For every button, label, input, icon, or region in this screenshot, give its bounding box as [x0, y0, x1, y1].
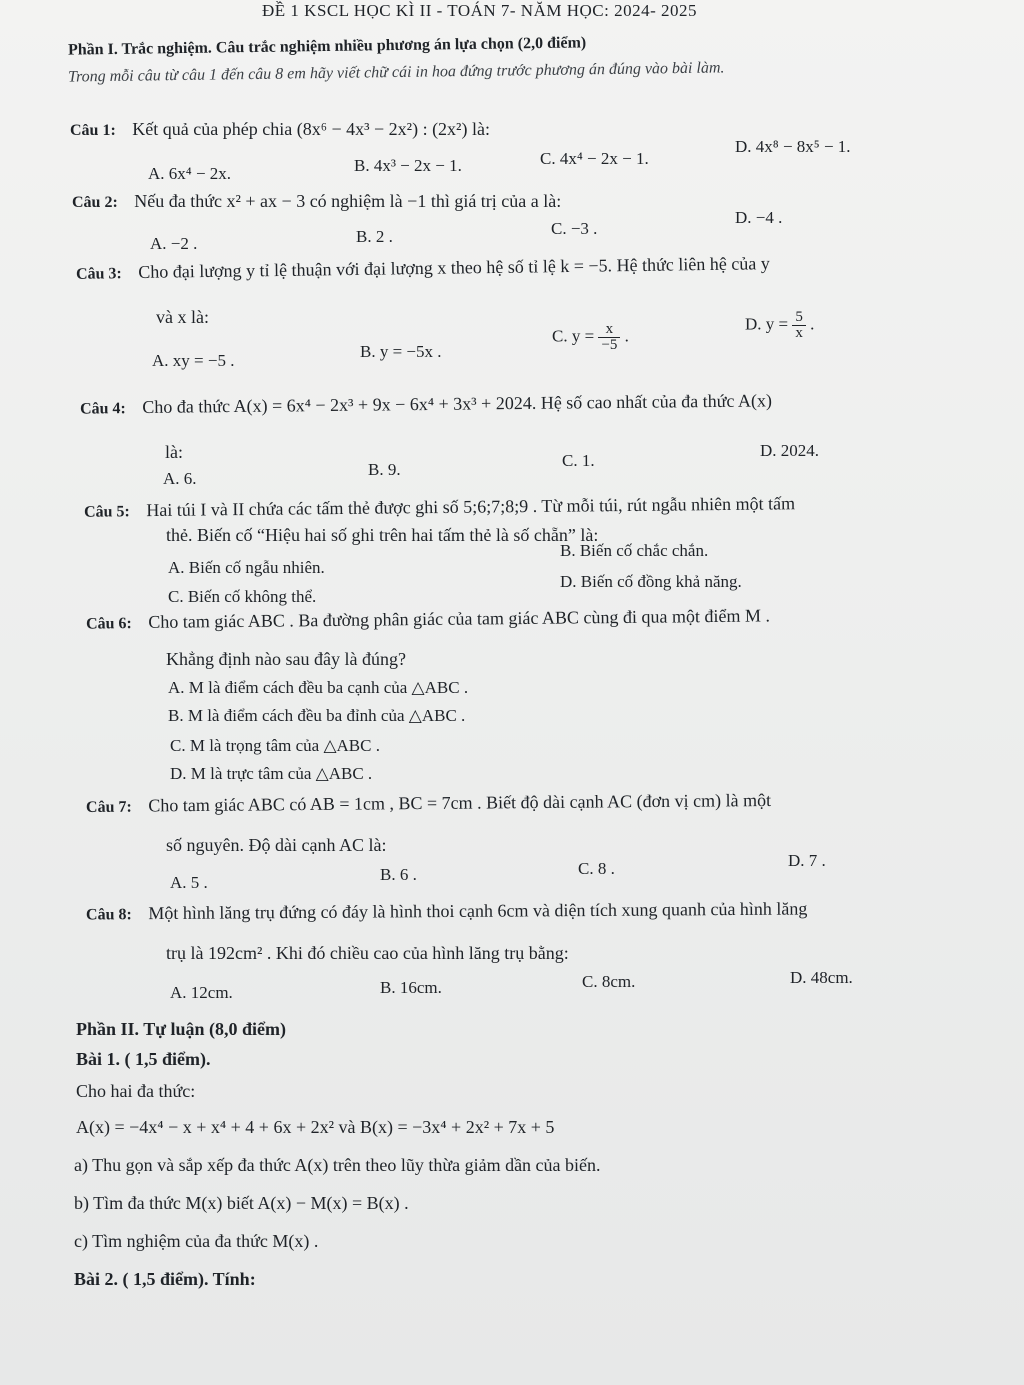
option-6a[interactable]: A. M là điểm cách đều ba cạnh của △ABC . [168, 678, 469, 697]
option-3c[interactable]: C. y = $\frac{x}{-5}$ . [552, 321, 629, 353]
option-3c-text: C. y = [552, 326, 595, 346]
question-3-stem-2: và x là: [156, 307, 209, 327]
question-4-stem-2: là: [165, 442, 183, 462]
question-7 [86, 789, 771, 819]
question-label: Câu 4: [79, 400, 126, 418]
question-stem: Cho đa thức A(x) = 6x⁴ − 2x³ + 9x − 6x⁴ + 3x³ + 2024. Hệ số cao nhất của đa thức A(x) [142, 390, 773, 417]
bai1-polynomials: A(x) = −4x⁴ − x + x⁴ + 4 + 6x + 2x² và B(x) = −3x⁴ + 2x² + 7x + 5 [76, 1117, 555, 1137]
question-6 [86, 604, 770, 635]
question-5 [84, 492, 795, 523]
question-2 [72, 190, 561, 214]
question-stem: Cho tam giác ABC . Ba đường phân giác của tam giác ABC cùng đi qua một điểm M . [148, 605, 771, 632]
option-2b[interactable]: B. 2 . [356, 227, 393, 246]
option-6c[interactable]: C. M là trọng tâm của △ABC . [170, 736, 380, 755]
part1-instruction: Trong mỗi câu từ câu 1 đến câu 8 em hãy viết chữ cái in hoa đứng trước phương án đúng vào bài làm. [67, 59, 725, 86]
option-2a[interactable]: A. −2 . [150, 234, 198, 253]
option-5c[interactable]: C. Biến cố không thể. [168, 587, 317, 606]
bai1-title: Bài 1. ( 1,5 điểm). [76, 1049, 211, 1069]
question-stem: Cho tam giác ABC có AB = 1cm , BC = 7cm . Biết độ dài cạnh AC (đơn vị cm) là một [148, 790, 772, 816]
option-8c[interactable]: C. 8cm. [582, 972, 636, 991]
option-5b[interactable]: B. Biến cố chắc chắn. [560, 541, 709, 560]
part2-heading: Phần II. Tự luận (8,0 điểm) [76, 1019, 287, 1039]
option-3d-text: D. y = [745, 314, 789, 334]
bai1-part-a: a) Thu gọn và sắp xếp đa thức A(x) trên theo lũy thừa giảm dần của biến. [74, 1155, 601, 1175]
option-7c[interactable]: C. 8 . [578, 859, 615, 878]
option-1a[interactable]: A. 6x⁴ − 2x. [148, 164, 232, 183]
option-1b[interactable]: B. 4x³ − 2x − 1. [354, 156, 462, 175]
question-7-stem-2: số nguyên. Độ dài cạnh AC là: [166, 835, 387, 855]
bai1-intro: Cho hai đa thức: [76, 1081, 196, 1101]
option-4c[interactable]: C. 1. [562, 451, 595, 470]
option-1d[interactable]: D. 4x⁸ − 8x⁵ − 1. [735, 137, 851, 156]
question-label: Câu 1: [70, 122, 116, 139]
option-4d[interactable]: D. 2024. [760, 441, 820, 460]
bai2-title: Bài 2. ( 1,5 điểm). Tính: [74, 1269, 256, 1289]
question-6-stem-2: Khẳng định nào sau đây là đúng? [166, 649, 406, 669]
option-2c[interactable]: C. −3 . [551, 219, 598, 238]
option-2d[interactable]: D. −4 . [735, 208, 783, 227]
option-5d[interactable]: D. Biến cố đồng khả năng. [560, 572, 742, 591]
question-5-stem-2: thẻ. Biến cố “Hiệu hai số ghi trên hai tấm thẻ là số chẵn” là: [166, 525, 599, 545]
option-3d[interactable]: D. y = $\frac{5}{x}$ . [745, 309, 815, 341]
question-stem: Cho đại lượng y tỉ lệ thuận với đại lượng x theo hệ số tỉ lệ k = −5. Hệ thức liên hệ của y [138, 253, 770, 282]
exam-title: ĐỀ 1 KSCL HỌC KÌ II - TOÁN 7- NĂM HỌC: 2024- 2025 [262, 1, 698, 20]
question-8 [86, 897, 808, 926]
option-7d[interactable]: D. 7 . [788, 851, 826, 870]
question-stem: Nếu đa thức x² + ax − 3 có nghiệm là −1 thì giá trị của a là: [134, 191, 562, 211]
fraction-x-over-minus5: $\frac{x}{-5}$ [598, 322, 620, 353]
option-8a[interactable]: A. 12cm. [170, 983, 233, 1002]
question-label: Câu 6: [85, 615, 132, 633]
option-8d[interactable]: D. 48cm. [790, 968, 853, 987]
option-8b[interactable]: B. 16cm. [380, 978, 442, 997]
question-8-stem-2: trụ là 192cm² . Khi đó chiều cao của hình lăng trụ bằng: [166, 943, 569, 963]
bai1-part-b: b) Tìm đa thức M(x) biết A(x) − M(x) = B(x) . [74, 1193, 409, 1213]
question-stem: Hai túi I và II chứa các tấm thẻ được ghi số 5;6;7;8;9 . Từ mỗi túi, rút ngẫu nhiên một tấm [146, 493, 796, 521]
question-label: Câu 3: [75, 265, 122, 283]
question-label: Câu 7: [85, 798, 132, 816]
question-3 [76, 252, 770, 286]
question-label: Câu 8: [85, 906, 132, 924]
option-6b[interactable]: B. M là điểm cách đều ba đỉnh của △ABC . [168, 706, 466, 725]
option-6d[interactable]: D. M là trực tâm của △ABC . [170, 764, 373, 783]
question-stem: Kết quả của phép chia (8x⁶ − 4x³ − 2x²) : (2x²) là: [132, 119, 490, 139]
option-5a[interactable]: A. Biến cố ngẫu nhiên. [168, 558, 325, 577]
option-3a[interactable]: A. xy = −5 . [152, 351, 235, 370]
question-stem: Một hình lăng trụ đứng có đáy là hình thoi cạnh 6cm và diện tích xung quanh của hình lăng [148, 898, 808, 924]
question-4 [80, 389, 772, 420]
part1-heading-text: Phần I. Trắc nghiệm. Câu trắc nghiệm nhiều phương án lựa chọn (2,0 điểm) [67, 34, 587, 59]
option-4a[interactable]: A. 6. [163, 469, 197, 488]
option-1c[interactable]: C. 4x⁴ − 2x − 1. [540, 149, 649, 168]
part1-heading [68, 32, 586, 61]
bai1-part-c: c) Tìm nghiệm của đa thức M(x) . [74, 1231, 319, 1251]
option-4b[interactable]: B. 9. [368, 460, 401, 479]
question-1 [70, 118, 490, 142]
option-3b[interactable]: B. y = −5x . [360, 342, 442, 361]
question-label: Câu 5: [83, 503, 130, 521]
option-7b[interactable]: B. 6 . [380, 865, 417, 884]
question-label: Câu 2: [72, 194, 118, 211]
fraction-5-over-x: $\frac{5}{x}$ [792, 310, 806, 341]
option-7a[interactable]: A. 5 . [170, 873, 208, 892]
